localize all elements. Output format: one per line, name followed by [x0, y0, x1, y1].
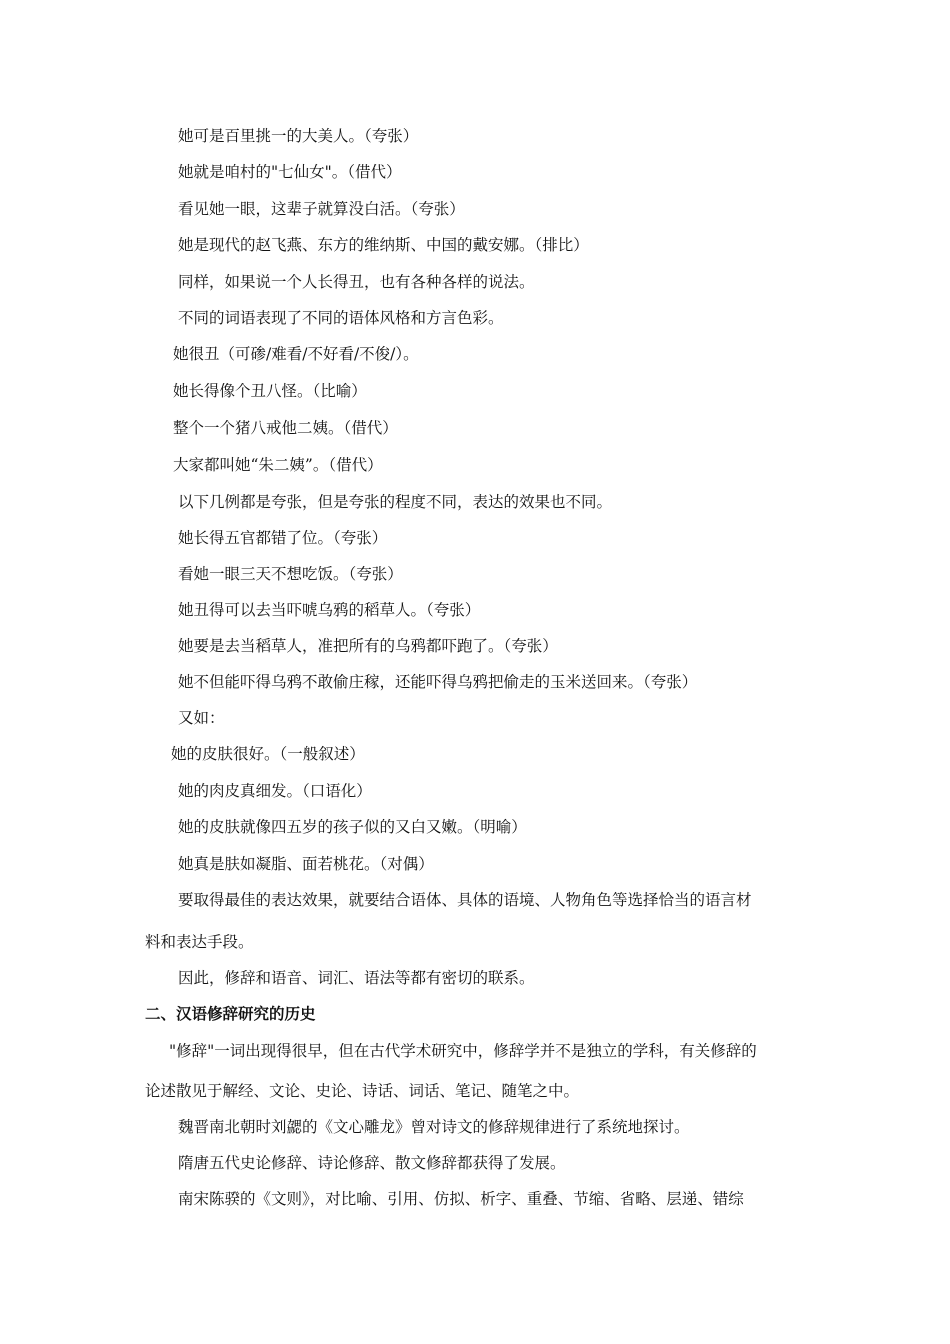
- text-line: 她要是去当稻草人，准把所有的乌鸦都吓跑了。（夸张）: [178, 637, 558, 655]
- text-line: 她丑得可以去当吓唬乌鸦的稻草人。（夸张）: [178, 601, 481, 619]
- text-line: "修辞"一词出现得很早，但在古代学术研究中，修辞学并不是独立的学科，有关修辞的: [169, 1042, 757, 1060]
- text-line: 她真是肤如凝脂、面若桃花。（对偶）: [178, 855, 434, 873]
- text-line: 她的皮肤很好。（一般叙述）: [171, 745, 365, 763]
- text-line: 她不但能吓得乌鸦不敢偷庄稼，还能吓得乌鸦把偷走的玉米送回来。（夸张）: [178, 673, 698, 691]
- text-line: 隋唐五代史论修辞、诗论修辞、散文修辞都获得了发展。: [178, 1154, 566, 1172]
- text-line: 她的肉皮真细发。（口语化）: [178, 782, 372, 800]
- text-line: 又如：: [178, 709, 225, 727]
- text-line: 整个一个猪八戒他二姨。（借代）: [173, 419, 398, 437]
- text-line: 她就是咱村的"七仙女"。（借代）: [178, 163, 402, 181]
- text-line: 因此，修辞和语音、词汇、语法等都有密切的联系。: [178, 969, 535, 987]
- text-line: 不同的词语表现了不同的语体风格和方言色彩。: [178, 309, 504, 327]
- text-line: 她很丑（可碜/难看/不好看/不俊/）。: [173, 345, 419, 363]
- text-line: 魏晋南北朝时刘勰的《文心雕龙》曾对诗文的修辞规律进行了系统地探讨。: [178, 1118, 690, 1136]
- text-line: 南宋陈骙的《文则》，对比喻、引用、仿拟、析字、重叠、节缩、省略、层递、错综: [178, 1190, 744, 1208]
- text-line: 看见她一眼，这辈子就算没白活。（夸张）: [178, 200, 465, 218]
- text-line: 同样，如果说一个人长得丑，也有各种各样的说法。: [178, 273, 535, 291]
- text-line: 她长得像个丑八怪。（比喻）: [173, 382, 367, 400]
- text-line: 她是现代的赵飞燕、东方的维纳斯、中国的戴安娜。（排比）: [178, 236, 589, 254]
- text-line: 她长得五官都错了位。（夸张）: [178, 529, 388, 547]
- text-line: 她可是百里挑一的大美人。（夸张）: [178, 127, 419, 145]
- text-line: 论述散见于解经、文论、史论、诗话、词话、笔记、随笔之中。: [145, 1082, 580, 1100]
- text-line: 看她一眼三天不想吃饭。（夸张）: [178, 565, 403, 583]
- text-line: 要取得最佳的表达效果，就要结合语体、具体的语境、人物角色等选择恰当的语言材: [178, 891, 752, 909]
- text-line: 料和表达手段。: [145, 933, 254, 951]
- section-heading: 二、汉语修辞研究的历史: [145, 1005, 316, 1023]
- text-line: 大家都叫她“朱二姨”。（借代）: [173, 456, 383, 474]
- text-line: 她的皮肤就像四五岁的孩子似的又白又嫩。（明喻）: [178, 818, 527, 836]
- text-line: 以下几例都是夸张，但是夸张的程度不同，表达的效果也不同。: [178, 493, 613, 511]
